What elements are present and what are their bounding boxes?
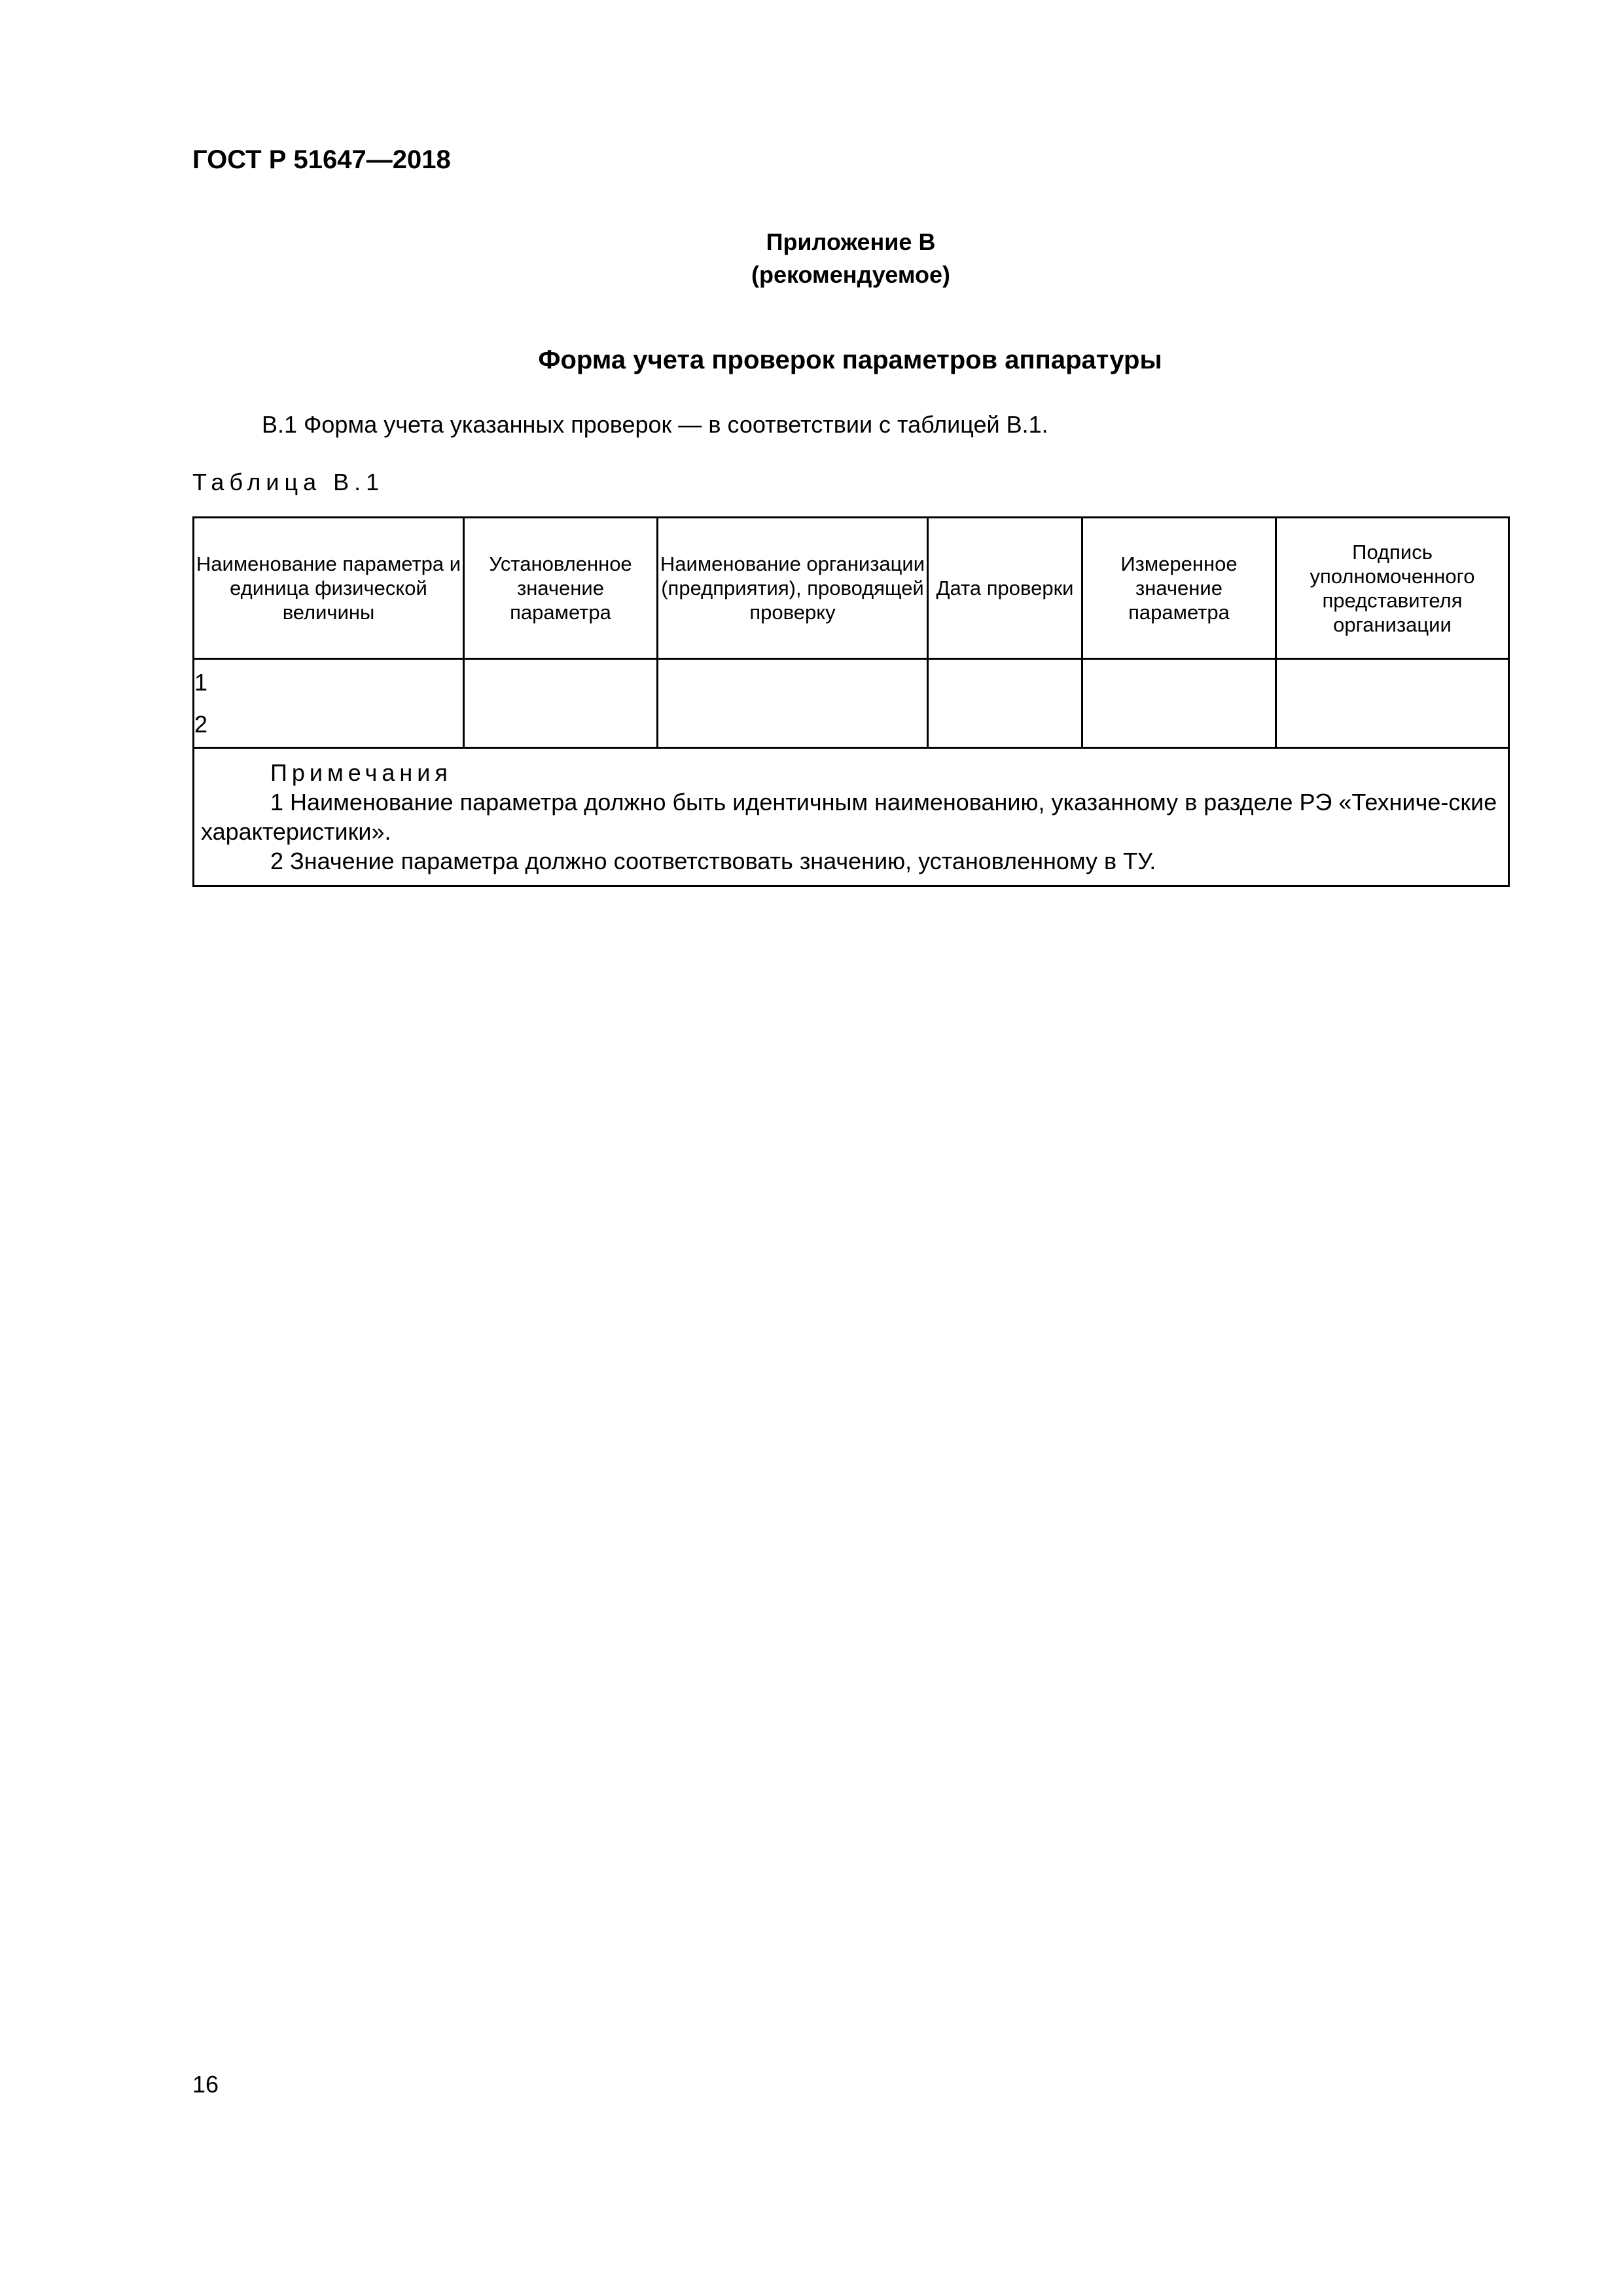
row-number-1: 1 [194,668,208,696]
note-item-1: 1 Наименование параметра должно быть идентичным наименованию, указанному в разделе РЭ «Техниче-ские характеристики». [201,789,1497,845]
table-header-row [194,518,1509,659]
appendix-title: Приложение В [766,228,936,255]
empty-cell [1276,659,1509,748]
paragraph-b1: В.1 Форма учета указанных проверок — в соответствии с таблицей В.1. [262,411,1048,438]
header-cell-measured-value: Измеренное значение параметра [1082,518,1276,659]
appendix-heading [654,226,1047,291]
header-cell-date: Дата проверки [928,518,1082,659]
empty-cell [928,659,1082,748]
empty-cell [658,659,928,748]
document-code: ГОСТ Р 51647—2018 [192,145,451,174]
empty-cell [1082,659,1276,748]
table-row [194,659,1509,748]
empty-cell [464,659,658,748]
row-number-2: 2 [194,710,208,738]
header-cell-parameter-name: Наименование параметра и единица физической величины [194,518,464,659]
header-cell-organization: Наименование организации (предприятия), проводящей проверку [658,518,928,659]
note-item-2: 2 Значение параметра должно соответствовать значению, установленному в ТУ. [270,848,1156,874]
notes-cell [194,748,1509,886]
notes-row [194,748,1509,886]
header-cell-set-value: Установленное значение параметра [464,518,658,659]
notes-title: Примечания [270,759,452,786]
form-title: Форма учета проверок параметров аппаратуры [538,346,1162,374]
row-numbers-cell [194,659,464,748]
appendix-subtitle: (рекомендуемое) [751,261,950,288]
table-label: Таблица В.1 [192,469,385,495]
page-number: 16 [192,2071,219,2098]
header-cell-signature: Подпись уполномоченного представителя организации [1276,518,1509,659]
checks-table [192,516,1510,887]
